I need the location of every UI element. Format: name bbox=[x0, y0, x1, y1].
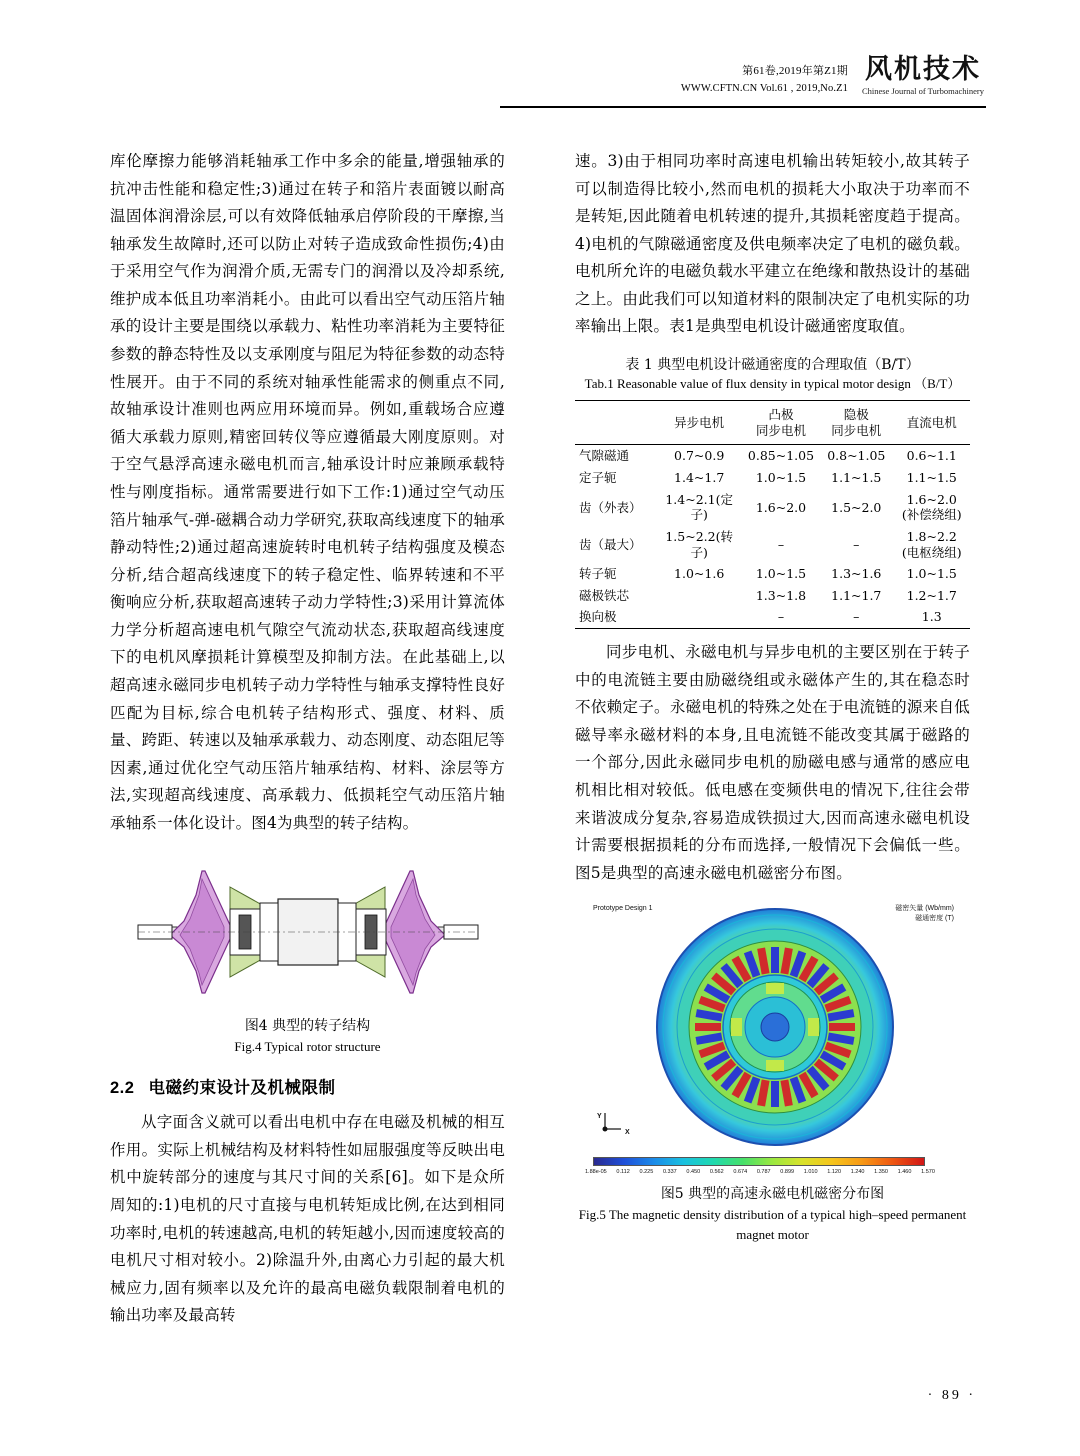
table-header-row bbox=[575, 401, 970, 445]
colorbar-tick: 0.337 bbox=[662, 1169, 677, 1176]
table-cell: 0.7~0.9 bbox=[674, 448, 725, 464]
section-title: 电磁约束设计及机械限制 bbox=[148, 1077, 336, 1097]
section-heading-2-2 bbox=[110, 1073, 505, 1103]
table-row bbox=[575, 526, 970, 563]
colorbar-tick: 1.240 bbox=[850, 1169, 865, 1176]
figure-5-colorbar bbox=[593, 1157, 925, 1166]
figure-4-image bbox=[110, 851, 505, 1016]
table-cell bbox=[893, 526, 970, 563]
flux-density-table bbox=[575, 400, 970, 629]
figure-5-axis-x-label: X bbox=[625, 1129, 630, 1137]
colorbar-tick: 1.460 bbox=[897, 1169, 912, 1176]
table-cell bbox=[655, 585, 742, 607]
table-cell bbox=[893, 489, 970, 526]
table-header-2-line2: 同步电机 bbox=[755, 422, 806, 438]
figure-5-image bbox=[575, 899, 970, 1184]
header-rule bbox=[500, 106, 986, 108]
figure-5-axis-y-label: Y bbox=[597, 1113, 602, 1121]
table-cell: 1.1~1.7 bbox=[831, 587, 882, 603]
table-cell: – bbox=[819, 606, 893, 628]
colorbar-tick: 1.120 bbox=[827, 1169, 841, 1176]
colorbar-tick: 1.350 bbox=[874, 1169, 888, 1176]
table-header-1 bbox=[655, 401, 742, 445]
table-row bbox=[575, 585, 970, 607]
colorbar-tick: 0.787 bbox=[756, 1169, 771, 1176]
figure-4-caption-en: Fig.4 Typical rotor structure bbox=[234, 1039, 381, 1055]
table-row bbox=[575, 445, 970, 467]
header-issue-info bbox=[681, 56, 848, 94]
table-header-3-line1: 隐极 bbox=[843, 407, 869, 423]
table-cell: 1.4~2.1(定子) bbox=[665, 491, 733, 523]
issue-line-cn: 第61卷,2019年第Z1期 bbox=[742, 65, 848, 77]
table-1-title bbox=[575, 355, 970, 394]
figure-5-legend-line1: 磁密矢量 (Wb/mm) bbox=[895, 905, 954, 913]
table-body bbox=[575, 445, 970, 629]
journal-title-cn: 风机技术 bbox=[864, 54, 981, 85]
table-cell: 1.4~1.7 bbox=[674, 470, 725, 486]
left-column bbox=[110, 148, 505, 1330]
table-header-1-line1: 异步电机 bbox=[674, 415, 725, 430]
right-paragraph-1: 速。3)由于相同功率时高速电机输出转矩较小,故其转子可以制造得比较小,然而电机的损耗大小取决于功率而不是转矩,因此随着电机转速的提升,其损耗密度趋于提高。4)电机的气隙磁通密度及供电频率决定了电机的磁负载。电机所允许的电磁负载水平建立在绝缘和散热设计的基础之上。由此我们可以知道材料的限制决定了电机实际的功率输出上限。表1是典型电机设计磁通密度取值。 bbox=[575, 152, 970, 336]
table-cell bbox=[893, 585, 970, 607]
table-cell-rowname: 气隙磁通 bbox=[579, 448, 630, 464]
table-cell-rowname: 转子轭 bbox=[579, 566, 617, 582]
colorbar-tick: 1.010 bbox=[803, 1169, 818, 1176]
figure-4-caption-cn: 图4 典型的转子结构 bbox=[244, 1018, 371, 1035]
table-cell: 1.0~1.6 bbox=[674, 566, 725, 582]
table-header-0 bbox=[575, 401, 655, 445]
table-cell-rowname: 磁极铁芯 bbox=[579, 587, 630, 603]
table-cell bbox=[893, 606, 970, 628]
figure-5-colorbar-ticks bbox=[585, 1168, 935, 1178]
table-header-3 bbox=[819, 401, 893, 445]
colorbar-tick: 0.899 bbox=[780, 1169, 795, 1176]
table-cell: 1.0~1.5 bbox=[755, 470, 807, 486]
colorbar-tick: 1.570 bbox=[921, 1169, 935, 1176]
table-1-title-cn: 表 1 典型电机设计磁通密度的合理取值（B/T） bbox=[625, 357, 920, 374]
table-cell: 0.85~1.05 bbox=[747, 448, 815, 464]
table-row bbox=[575, 489, 970, 526]
figure-5-caption-en: Fig.5 The magnetic density distribution of a typical high–speed permanent magnet motor bbox=[578, 1207, 967, 1242]
table-cell: 1.0~1.5 bbox=[755, 566, 807, 582]
figure-5 bbox=[575, 899, 970, 1244]
table-cell: 1.1~1.5 bbox=[831, 470, 882, 486]
colorbar-tick: 0.112 bbox=[616, 1169, 630, 1176]
table-cell-line1: 0.6~1.1 bbox=[906, 448, 957, 464]
left-paragraph-2: 从字面含义就可以看出电机中存在电磁及机械的相互作用。实际上机械结构及材料特性如屈服强度等反映出电机中旋转部分的速度与其尺寸间的关系[6]。如下是众所周知的:1)电机的尺寸直接与电机转矩成比例,在达到相同功率时,电机的转速越高,电机的转矩越小,因而速度较高的电机尺寸相对较小。2)除温升外,由离心力引起的最大机械应力,固有频率以及允许的最高电磁负载限制着电机的输出功率及最高转 bbox=[110, 1113, 505, 1325]
table-cell: 0.8~1.05 bbox=[827, 448, 886, 464]
figure-5-title-label: Prototype Design 1 bbox=[593, 905, 653, 913]
table-header-3-line2: 同步电机 bbox=[831, 422, 882, 438]
figure-5-caption-cn: 图5 典型的高速永磁电机磁密分布图 bbox=[660, 1186, 885, 1203]
table-cell: – bbox=[853, 536, 860, 552]
table-cell: 1.6~2.0 bbox=[755, 499, 807, 515]
table-cell-rowname: 齿（外表） bbox=[579, 499, 642, 515]
table-cell: 1.3~1.6 bbox=[831, 566, 882, 582]
table-header-4-line1: 直流电机 bbox=[906, 415, 957, 430]
table-cell-line2: (补偿绕组) bbox=[901, 507, 962, 523]
table-cell bbox=[655, 606, 742, 628]
table-cell bbox=[893, 445, 970, 467]
table-cell-line1: 1.3 bbox=[921, 609, 942, 625]
left-paragraph-1: 库伦摩擦力能够消耗轴承工作中多余的能量,增强轴承的抗冲击性能和稳定性;3)通过在转子和箔片表面镀以耐高温固体润滑涂层,可以有效降低轴承启停阶段的干摩擦,当轴承发生故障时,还可以防止对转子造成致命性损伤;4)由于采用空气作为润滑介质,无需专门的润滑以及冷却系统,维护成本低且功率消耗小。由此可以看出空气动压箔片轴承的设计主要是围绕以承载力、粘性功率消耗为主要特征参数的静态特性及以支承刚度与阻尼为特征参数的动态特性展开。由于不同的系统对轴承性能需求的侧重点不同,故轴承设计准则也两应用环境而异。例如,重载场合应遵循大承载力原则,精密回转仪等应遵循最大刚度原则。对于空气悬浮高速永磁电机而言,轴承设计时应兼顾承载特性与刚度指标。通常需要进行如下工作:1)通过空气动压箔片轴承气-弹-磁耦合动力学研究,获取高线速度下的轴承静动特性;2)通过超高速旋转时电机转子结构强度及模态分析,结合超高线速度下的转子稳定性、临界转速和不平衡响应分析,获取超高速转子动力学特性;3)采用计算流体力学分析超高速电机气隙空气流动状态,获取超高线速度下的电机风摩损耗计算模型及抑制方法。在此基础上,以超高速永磁同步电机转子动力学特性与轴承支撑特性良好匹配为目标,综合电机转子结构形式、强度、材料、质量、跨距、转速以及轴承承载力、动态刚度、动态阻尼等因素,通过优化空气动压箔片轴承结构、材料、涂层等方法,实现超高线速度、高承载力、低损耗空气动压箔片轴承轴系一体化设计。图4为典型的转子结构。 bbox=[110, 152, 505, 832]
section-number: 2.2 bbox=[110, 1078, 135, 1097]
table-cell: – bbox=[777, 536, 785, 552]
table-cell: 1.3~1.8 bbox=[755, 587, 807, 603]
right-paragraph-2: 同步电机、永磁电机与异步电机的主要区别在于转子中的电流链主要由励磁绕组或永磁体产生的,其在稳态时不依赖定子。永磁电机的特殊之处在于电流链的源来自低磁导率永磁材料的本身,且电流链不能改变其属于磁路的一个部分,因此永磁同步电机的励磁电感与通常的感应电机相比相对较低。低电感在变频供电的情况下,往往会带来谐波成分复杂,容易造成铁损过大,因而高速永磁电机设计需要根据损耗的分布而选择,一般情况下会偏低一些。图5是典型的高速永磁电机磁密分布图。 bbox=[575, 643, 970, 882]
table-header-4 bbox=[893, 401, 970, 445]
colorbar-tick: 0.674 bbox=[733, 1169, 748, 1176]
table-header-2 bbox=[743, 401, 819, 445]
table-row bbox=[575, 563, 970, 585]
table-cell: – bbox=[743, 606, 819, 628]
table-cell bbox=[893, 563, 970, 585]
colorbar-tick: 0.450 bbox=[686, 1169, 701, 1176]
figure-5-legend-line2: 磁通密度 (T) bbox=[915, 915, 954, 923]
table-cell-line1: 1.0~1.5 bbox=[906, 566, 957, 582]
table-row bbox=[575, 467, 970, 489]
table-cell bbox=[893, 467, 970, 489]
table-cell: 1.5~2.2(转子) bbox=[665, 528, 733, 560]
table-cell-line1: 1.8~2.2 bbox=[906, 528, 957, 544]
right-column bbox=[575, 148, 970, 1244]
table-header-2-line1: 凸极 bbox=[768, 407, 794, 423]
page-number: · 89 · bbox=[927, 1388, 976, 1403]
table-1-title-en: Tab.1 Reasonable value of flux density in typical motor design （B/T） bbox=[584, 376, 961, 392]
table-cell-line1: 1.2~1.7 bbox=[906, 587, 957, 603]
table-row bbox=[575, 606, 970, 628]
table-cell-rowname: 定子轭 bbox=[579, 470, 617, 486]
issue-line-en: WWW.CFTN.CN Vol.61 , 2019,No.Z1 bbox=[680, 83, 848, 94]
journal-masthead bbox=[862, 56, 984, 96]
page-header bbox=[681, 56, 984, 96]
colorbar-tick: 1.88e-05 bbox=[585, 1169, 607, 1176]
colorbar-tick: 0.225 bbox=[639, 1169, 654, 1176]
table-cell-line2: (电枢绕组) bbox=[901, 544, 962, 560]
figure-4 bbox=[110, 851, 505, 1057]
journal-title-en: Chinese Journal of Turbomachinery bbox=[861, 86, 984, 97]
table-cell-rowname: 换向极 bbox=[575, 606, 655, 628]
table-cell-line1: 1.1~1.5 bbox=[906, 470, 957, 486]
table-cell: 1.5~2.0 bbox=[831, 499, 882, 515]
colorbar-tick: 0.562 bbox=[709, 1169, 724, 1176]
table-cell-rowname: 齿（最大） bbox=[579, 536, 642, 552]
table-cell-line1: 1.6~2.0 bbox=[906, 491, 957, 507]
